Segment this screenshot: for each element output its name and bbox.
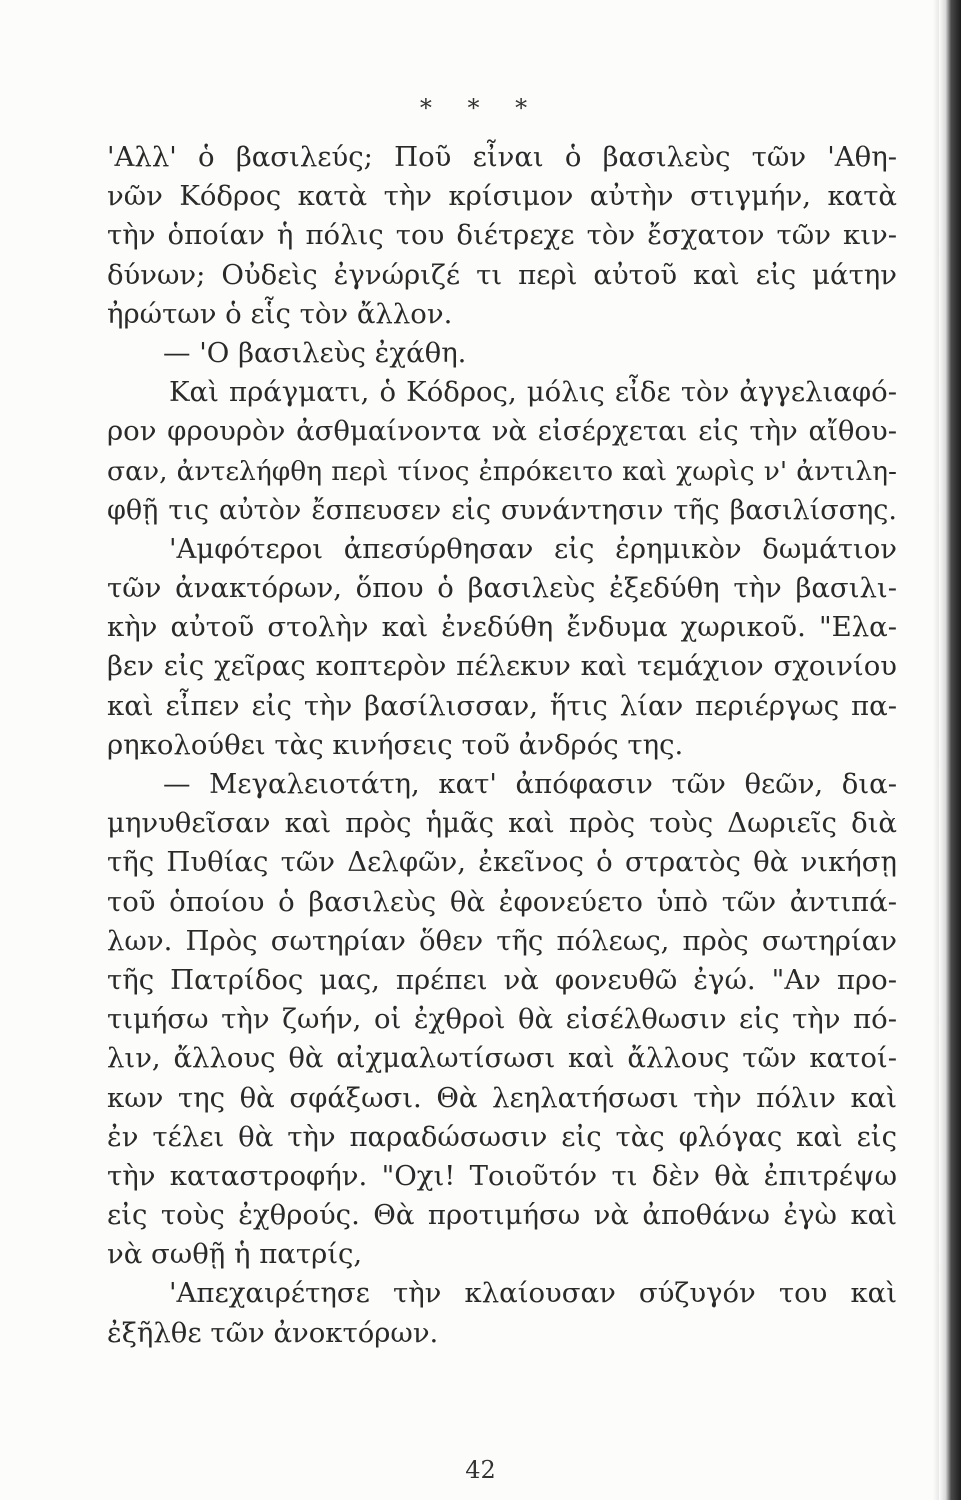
text-line: ἐξῆλθε τῶν ἀνοκτόρων. <box>107 1316 439 1349</box>
text-line: φθῇ τις αὐτὸν ἔσπευσεν εἰς συνάντησιν τῆς βασιλίσσης. <box>107 494 897 526</box>
text-line: τῆς Πυθίας τῶν Δελφῶν, ἐκεῖνος ὁ στρατὸς θὰ νικήσῃ <box>107 846 897 879</box>
text-line: τοῦ ὁποίου ὁ βασιλεὺς θὰ ἐφονεύετο ὑπὸ τῶν ἀντιπά- <box>107 885 897 918</box>
text-line: κὴν αὐτοῦ στολὴν καὶ ἐνεδύθη ἔνδυμα χωρικοῦ. "Ελα- <box>107 611 897 644</box>
text-line: νῶν Κόδρος κατὰ τὴν κρίσιμον αὐτὴν στιγμήν, κατὰ <box>107 180 897 213</box>
section-separator: * * * <box>419 94 542 122</box>
text-line: ρον φρουρὸν ἀσθμαίνοντα νὰ εἰσέρχεται εἰς τὴν αἴθου- <box>107 415 897 448</box>
body-text <box>107 138 897 1353</box>
text-line: βεν εἰς χεῖρας κοπτερὸν πέλεκυν καὶ τεμάχιον σχοινίου <box>107 650 897 683</box>
text-line: 'Αλλ' ὁ βασιλεύς; Ποῦ εἶναι ὁ βασιλεὺς τῶν 'Αθη- <box>107 141 897 173</box>
text-line: λων. Πρὸς σωτηρίαν ὅθεν τῆς πόλεως, πρὸς σωτηρίαν <box>107 924 897 957</box>
text-line: 'Απεχαιρέτησε τὴν κλαίουσαν σύζυγόν του καὶ <box>169 1277 897 1310</box>
text-line: λιν, ἄλλους θὰ αἰχμαλωτίσωσι καὶ ἄλλους τῶν κατοί- <box>107 1042 897 1075</box>
text-line: κων της θὰ σφάξωσι. Θὰ λεηλατήσωσι τὴν πόλιν καὶ <box>107 1081 897 1114</box>
text-line: δύνων; Οὐδεὶς ἐγνώριζέ τι περὶ αὐτοῦ καὶ εἰς μάτην <box>107 258 897 291</box>
text-line: — 'Ο βασιλεὺς ἐχάθη. <box>163 336 467 369</box>
text-line: εἰς τοὺς ἐχθρούς. Θὰ προτιμήσω νὰ ἀποθάνω ἐγὼ καὶ <box>107 1199 897 1232</box>
text-line: 'Αμφότεροι ἀπεσύρθησαν εἰς ἐρημικὸν δωμάτιον <box>169 532 897 565</box>
page-number: 42 <box>465 1456 496 1484</box>
text-line: ἠρώτων ὁ εἷς τὸν ἄλλον. <box>107 297 453 330</box>
text-line: τὴν καταστροφήν. "Οχι! Τοιοῦτόν τι δὲν θὰ ἐπιτρέψω <box>107 1159 897 1192</box>
text-line: ρηκολούθει τὰς κινήσεις τοῦ ἀνδρός της. <box>107 728 684 761</box>
text-line: νὰ σωθῇ ἡ πατρίς, <box>107 1238 363 1271</box>
binding-edge <box>939 0 961 1500</box>
text-line: — Μεγαλειοτάτη, κατ' ἀπόφασιν τῶν θεῶν, δια- <box>163 768 897 800</box>
text-line: Καὶ πράγματι, ὁ Κόδρος, μόλις εἶδε τὸν ἀγγελιαφό- <box>169 376 897 409</box>
text-line: καὶ εἶπεν εἰς τὴν βασίλισσαν, ἥτις λίαν περιέργως πα- <box>107 689 897 722</box>
text-line: τῶν ἀνακτόρων, ὅπου ὁ βασιλεὺς ἐξεδύθη τὴν βασιλι- <box>107 572 897 605</box>
text-line: ἐν τέλει θὰ τὴν παραδώσωσιν εἰς τὰς φλόγας καὶ εἰς <box>107 1120 897 1153</box>
text-line: τῆς Πατρίδος μας, πρέπει νὰ φονευθῶ ἐγώ. "Αν προ- <box>107 963 897 996</box>
text-line: σαν, ἀντελήφθη περὶ τίνος ἐπρόκειτο καὶ χωρὶς ν' ἀντιλη- <box>107 455 897 487</box>
text-line: τὴν ὁποίαν ἡ πόλις του διέτρεχε τὸν ἔσχατον τῶν κιν- <box>107 219 897 252</box>
text-line: τιμήσω τὴν ζωήν, οἱ ἐχθροὶ θὰ εἰσέλθωσιν εἰς τὴν πό- <box>107 1003 897 1036</box>
text-line: μηνυθεῖσαν καὶ πρὸς ἡμᾶς καὶ πρὸς τοὺς Δωριεῖς διὰ <box>107 807 897 840</box>
